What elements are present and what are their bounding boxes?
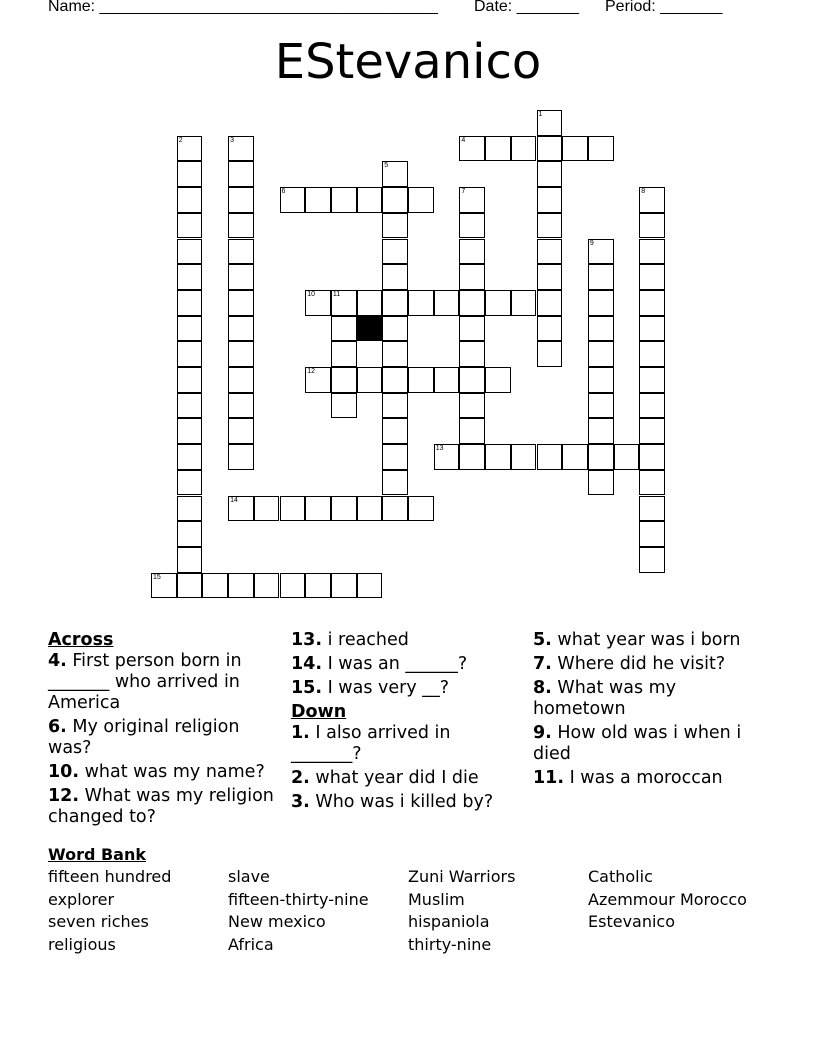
crossword-cell[interactable] xyxy=(228,290,254,316)
crossword-cell[interactable] xyxy=(639,444,665,470)
clue-text: what year did I die xyxy=(309,768,479,788)
clue-number-label: 6. xyxy=(48,717,67,737)
crossword-cell[interactable] xyxy=(459,264,485,290)
crossword-cell[interactable] xyxy=(305,573,331,599)
crossword-cell[interactable] xyxy=(639,213,665,239)
crossword-cell[interactable] xyxy=(357,187,383,213)
crossword-cell[interactable] xyxy=(177,264,203,290)
crossword-cell[interactable] xyxy=(588,290,614,316)
crossword-cell[interactable] xyxy=(639,496,665,522)
crossword-cell[interactable] xyxy=(382,444,408,470)
clue-text: I was a moroccan xyxy=(564,768,723,788)
crossword-cell[interactable] xyxy=(228,264,254,290)
crossword-cell[interactable] xyxy=(228,444,254,470)
crossword-cell[interactable] xyxy=(614,444,640,470)
crossword-cell[interactable] xyxy=(408,290,434,316)
crossword-cell[interactable] xyxy=(434,290,460,316)
crossword-cell[interactable] xyxy=(177,161,203,187)
word-bank-item: Zuni Warriors xyxy=(408,867,516,886)
clue-number: 5 xyxy=(384,162,389,170)
crossword-cell[interactable] xyxy=(228,239,254,265)
crossword-cell[interactable] xyxy=(177,316,203,342)
crossword-cell[interactable] xyxy=(177,496,203,522)
crossword-cell[interactable] xyxy=(639,316,665,342)
crossword-cell[interactable] xyxy=(151,573,177,599)
clue-text: what was my name? xyxy=(79,762,265,782)
crossword-cell[interactable] xyxy=(639,187,665,213)
word-bank-item: Azemmour Morocco xyxy=(588,889,747,909)
crossword-cell[interactable] xyxy=(408,496,434,522)
crossword-cell[interactable] xyxy=(537,290,563,316)
crossword-cell[interactable] xyxy=(177,521,203,547)
word-bank-item: slave xyxy=(228,867,270,886)
crossword-cell[interactable] xyxy=(588,264,614,290)
clue-number: 10 xyxy=(307,290,315,298)
clue-number: 8 xyxy=(641,188,646,196)
crossword-cell[interactable] xyxy=(177,367,203,393)
crossword-cell[interactable] xyxy=(228,316,254,342)
crossword-cell[interactable] xyxy=(588,239,614,265)
clue-number-label: 14. xyxy=(291,654,323,674)
crossword-cell[interactable] xyxy=(459,316,485,342)
clue-number: 3 xyxy=(230,136,234,144)
crossword-cell[interactable] xyxy=(177,213,203,239)
crossword-cell[interactable] xyxy=(511,290,537,316)
crossword-cell[interactable] xyxy=(177,136,203,162)
crossword-cell[interactable] xyxy=(228,418,254,444)
across-heading: Across xyxy=(48,630,114,650)
crossword-cell[interactable] xyxy=(177,290,203,316)
clue-number: 14 xyxy=(230,496,238,504)
crossword-cell[interactable] xyxy=(177,547,203,573)
crossword-cell[interactable] xyxy=(382,418,408,444)
crossword-cell[interactable] xyxy=(511,136,537,162)
clue-number: 4 xyxy=(461,136,466,144)
word-bank-item: Muslim xyxy=(408,889,465,909)
word-bank-item: fifteen-thirty-nine xyxy=(228,889,369,909)
clue-number-label: 5. xyxy=(533,630,552,650)
crossword-cell[interactable] xyxy=(537,239,563,265)
crossword-cell[interactable] xyxy=(177,239,203,265)
across-clue xyxy=(48,762,280,783)
clue-number: 13 xyxy=(435,445,444,453)
crossword-cell[interactable] xyxy=(485,444,511,470)
crossword-cell[interactable] xyxy=(254,496,280,522)
crossword-cell[interactable] xyxy=(331,341,357,367)
down-clue xyxy=(291,768,523,789)
crossword-cell[interactable] xyxy=(537,110,563,136)
crossword-cell[interactable] xyxy=(357,573,383,599)
crossword-cell[interactable] xyxy=(537,444,563,470)
crossword-cell[interactable] xyxy=(254,573,280,599)
crossword-cell[interactable] xyxy=(177,573,203,599)
crossword-cell[interactable] xyxy=(305,187,331,213)
down-clue xyxy=(533,654,765,675)
crossword-cell[interactable] xyxy=(408,367,434,393)
word-bank-item: Estevanico xyxy=(588,912,676,932)
crossword-cell[interactable] xyxy=(485,136,511,162)
crossword-cell[interactable] xyxy=(202,573,228,599)
crossword-cell[interactable] xyxy=(537,136,563,162)
crossword-cell[interactable] xyxy=(639,264,665,290)
clue-text: Who was i killed by? xyxy=(309,792,494,812)
crossword-cell[interactable] xyxy=(537,264,563,290)
clue-number-label: 11. xyxy=(533,768,565,788)
crossword-cell[interactable] xyxy=(639,341,665,367)
crossword-cell[interactable] xyxy=(459,136,485,162)
crossword-cell[interactable] xyxy=(228,187,254,213)
clue-number-label: 8. xyxy=(533,678,552,698)
clue-number: 11 xyxy=(332,290,341,298)
clue-number: 9 xyxy=(589,239,594,247)
clue-text: I was very __? xyxy=(322,678,450,698)
crossword-cell[interactable] xyxy=(459,341,485,367)
crossword-cell[interactable] xyxy=(459,444,485,470)
clue-number: 6 xyxy=(281,188,286,196)
crossword-cell[interactable] xyxy=(382,239,408,265)
clue-number: 15 xyxy=(153,573,161,581)
clue-text: Where did he visit? xyxy=(551,654,726,674)
clue-number-label: 10. xyxy=(48,762,80,782)
word-bank-item: thirty-nine xyxy=(408,935,492,955)
crossword-cell[interactable] xyxy=(177,393,203,419)
crossword-cell[interactable] xyxy=(459,418,485,444)
crossword-cell[interactable] xyxy=(382,161,408,187)
crossword-cell[interactable] xyxy=(382,341,408,367)
crossword-cell[interactable] xyxy=(639,418,665,444)
period-field-label: Period: _______ xyxy=(605,0,723,15)
clue-text: How old was i when i died xyxy=(533,723,742,764)
down-clue xyxy=(533,723,765,765)
crossword-cell[interactable] xyxy=(228,496,254,522)
black-square xyxy=(357,316,383,342)
crossword-cell[interactable] xyxy=(177,418,203,444)
crossword-cell[interactable] xyxy=(639,521,665,547)
across-clue xyxy=(291,654,523,675)
clue-text: I was an ______? xyxy=(322,654,468,674)
clue-number: 12 xyxy=(307,368,315,375)
crossword-cell[interactable] xyxy=(177,187,203,213)
clue-text: What was my religion changed to? xyxy=(48,786,274,827)
crossword-cell[interactable] xyxy=(331,496,357,522)
crossword-cell[interactable] xyxy=(331,393,357,419)
crossword-cell[interactable] xyxy=(357,367,383,393)
crossword-cell[interactable] xyxy=(459,393,485,419)
crossword-cell[interactable] xyxy=(639,470,665,496)
crossword-cell[interactable] xyxy=(562,444,588,470)
name-field-label: Name: ______________________________________ xyxy=(48,0,438,15)
word-bank-item: Catholic xyxy=(588,867,653,886)
across-clue xyxy=(48,717,280,759)
crossword-cell[interactable] xyxy=(537,213,563,239)
crossword-cell[interactable] xyxy=(305,290,331,316)
crossword-cell[interactable] xyxy=(331,367,357,393)
crossword-cell[interactable] xyxy=(588,444,614,470)
crossword-cell[interactable] xyxy=(588,136,614,162)
crossword-cell[interactable] xyxy=(434,367,460,393)
crossword-cell[interactable] xyxy=(228,367,254,393)
word-bank-item: fifteen hundred xyxy=(48,867,172,886)
crossword-cell[interactable] xyxy=(588,341,614,367)
crossword-cell[interactable] xyxy=(459,239,485,265)
crossword-cell[interactable] xyxy=(459,213,485,239)
clue-number-label: 13. xyxy=(291,630,323,650)
crossword-cell[interactable] xyxy=(588,393,614,419)
word-bank-title: Word Bank xyxy=(48,845,147,864)
word-bank-item: New mexico xyxy=(228,912,326,932)
crossword-cell[interactable] xyxy=(537,341,563,367)
crossword-cell[interactable] xyxy=(459,187,485,213)
crossword-cell[interactable] xyxy=(280,573,306,599)
clue-text: i reached xyxy=(322,630,409,650)
crossword-cell[interactable] xyxy=(382,470,408,496)
crossword-cell[interactable] xyxy=(408,187,434,213)
crossword-cell[interactable] xyxy=(485,290,511,316)
clue-number-label: 1. xyxy=(291,723,310,743)
crossword-cell[interactable] xyxy=(177,341,203,367)
crossword-cell[interactable] xyxy=(485,367,511,393)
crossword-cell[interactable] xyxy=(639,239,665,265)
crossword-cell[interactable] xyxy=(382,393,408,419)
word-bank-item: Africa xyxy=(228,935,274,955)
crossword-cell[interactable] xyxy=(228,161,254,187)
clue-text: what year was i born xyxy=(551,630,741,650)
crossword-cell[interactable] xyxy=(639,367,665,393)
across-clue xyxy=(48,651,280,714)
crossword-cell[interactable] xyxy=(588,418,614,444)
clue-number-label: 12. xyxy=(48,786,80,806)
crossword-cell[interactable] xyxy=(588,316,614,342)
clue-number-label: 15. xyxy=(291,678,323,698)
crossword-cell[interactable] xyxy=(331,573,357,599)
crossword-cell[interactable] xyxy=(382,496,408,522)
crossword-cell[interactable] xyxy=(228,213,254,239)
crossword-cell[interactable] xyxy=(511,444,537,470)
clues-column-2 xyxy=(291,630,523,816)
clues-column-1 xyxy=(48,630,280,831)
crossword-cell[interactable] xyxy=(382,316,408,342)
clue-number: 7 xyxy=(461,188,466,196)
crossword-cell[interactable] xyxy=(228,393,254,419)
crossword-cell[interactable] xyxy=(588,470,614,496)
crossword-cell[interactable] xyxy=(357,290,383,316)
crossword-cell[interactable] xyxy=(280,496,306,522)
word-bank-item: explorer xyxy=(48,889,115,909)
across-clue xyxy=(291,678,523,699)
crossword-cell[interactable] xyxy=(459,290,485,316)
crossword-cell[interactable] xyxy=(357,496,383,522)
crossword-cell[interactable] xyxy=(588,367,614,393)
crossword-cell[interactable] xyxy=(228,573,254,599)
clue-number-label: 7. xyxy=(533,654,552,674)
clue-text: What was my hometown xyxy=(533,678,677,719)
crossword-cell[interactable] xyxy=(537,187,563,213)
crossword-cell[interactable] xyxy=(305,496,331,522)
across-clue xyxy=(291,630,523,651)
crossword-cell[interactable] xyxy=(382,213,408,239)
word-bank-item: hispaniola xyxy=(408,912,490,932)
crossword-cell[interactable] xyxy=(331,316,357,342)
clue-number-label: 2. xyxy=(291,768,310,788)
crossword-cell[interactable] xyxy=(382,264,408,290)
crossword-cell[interactable] xyxy=(228,341,254,367)
crossword-cell[interactable] xyxy=(382,290,408,316)
clue-number-label: 9. xyxy=(533,723,552,743)
crossword-cell[interactable] xyxy=(177,444,203,470)
clues-column-3 xyxy=(533,630,765,792)
crossword-cell[interactable] xyxy=(331,290,357,316)
date-field-label: Date: _______ xyxy=(474,0,579,15)
page-title: EStevanico xyxy=(274,34,542,90)
down-clue xyxy=(533,678,765,720)
crossword-cell[interactable] xyxy=(331,187,357,213)
crossword-cell[interactable] xyxy=(280,187,306,213)
crossword-cell[interactable] xyxy=(639,393,665,419)
clue-number: 1 xyxy=(538,111,543,118)
clue-text: First person born in _______ who arrived in America xyxy=(48,651,242,713)
down-clue xyxy=(533,768,765,789)
down-heading: Down xyxy=(291,702,347,722)
crossword-cell[interactable] xyxy=(537,316,563,342)
clue-number: 2 xyxy=(178,136,183,144)
down-clue xyxy=(291,723,523,765)
word-bank-item: religious xyxy=(48,935,116,955)
crossword-cell[interactable] xyxy=(382,187,408,213)
clue-text: My original religion was? xyxy=(48,717,240,758)
clue-number-label: 4. xyxy=(48,651,67,671)
crossword-cell[interactable] xyxy=(537,161,563,187)
down-clue xyxy=(291,792,523,813)
clue-number-label: 3. xyxy=(291,792,310,812)
crossword-cell[interactable] xyxy=(382,367,408,393)
clue-text: I also arrived in _______? xyxy=(291,723,451,764)
crossword-cell[interactable] xyxy=(639,290,665,316)
down-clue xyxy=(533,630,765,651)
crossword-cell[interactable] xyxy=(305,367,331,393)
crossword-cell[interactable] xyxy=(177,470,203,496)
crossword-cell[interactable] xyxy=(562,136,588,162)
crossword-cell[interactable] xyxy=(459,367,485,393)
word-bank-item: seven riches xyxy=(48,912,149,932)
crossword-cell[interactable] xyxy=(228,136,254,162)
crossword-cell[interactable] xyxy=(434,444,460,470)
across-clue xyxy=(48,786,280,828)
crossword-cell[interactable] xyxy=(639,547,665,573)
